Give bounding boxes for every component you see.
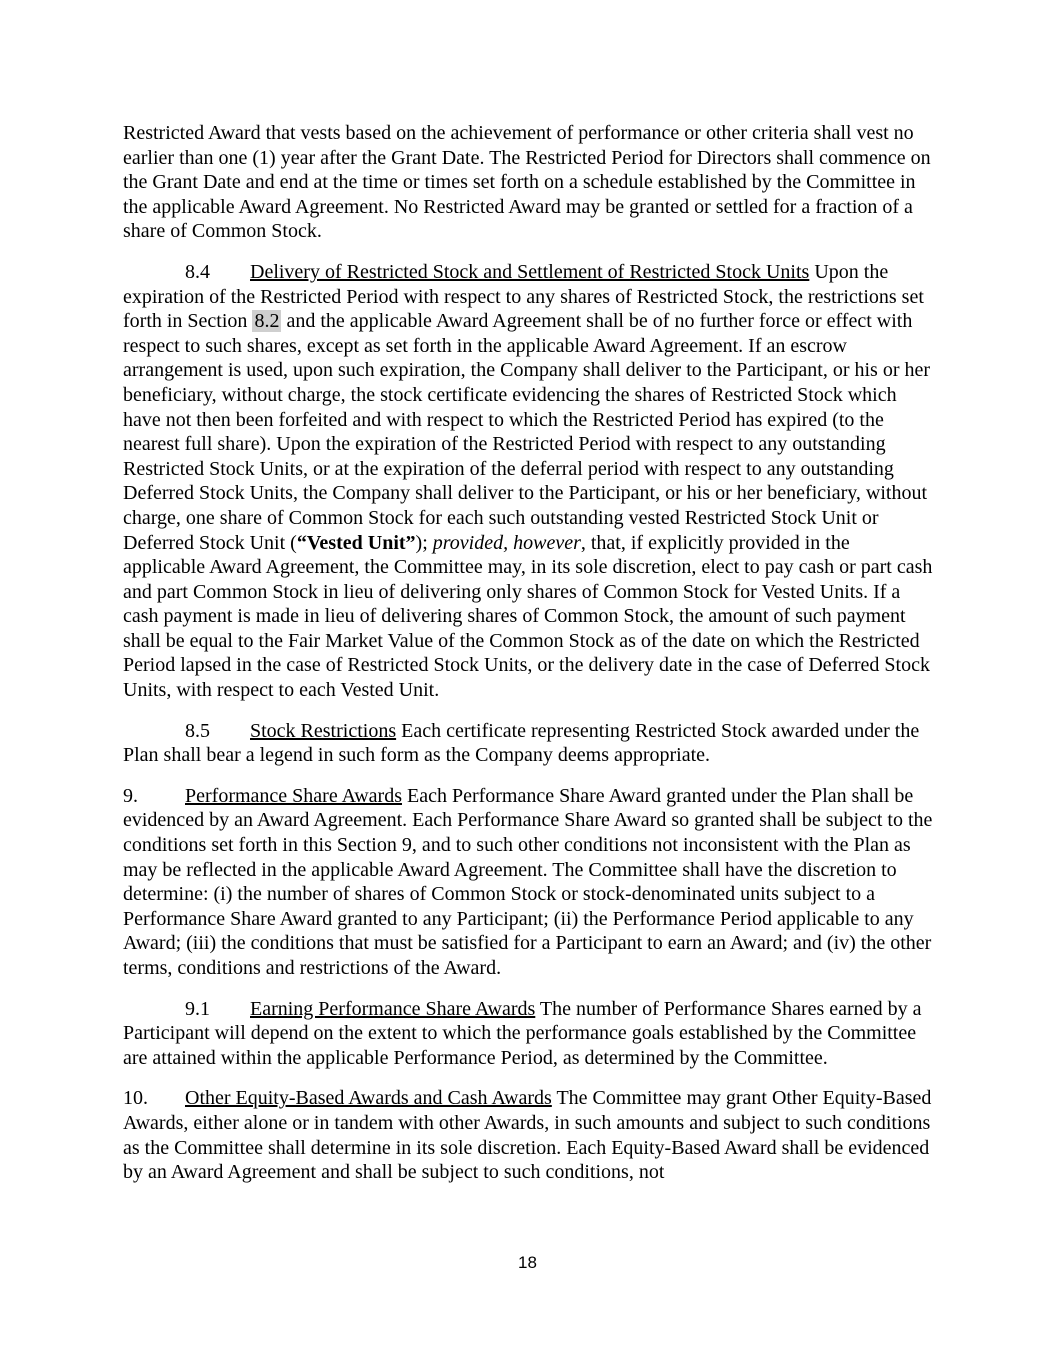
section-text: The number of Performance Shares earned by a Participant will depend on the extent to which the performance goals established by the Committee are attained within the applicable Performance Period, as determined by the Committee. — [123, 997, 922, 1069]
section-text: ); — [415, 531, 433, 554]
section-text: The Committee may grant Other Equity-Based Awards, either alone or in tandem with other Awards, in such amounts and subject to such conditions as the Committee shall determine in its sole discretion. Each Equity-Based Award shall be evidenced by an Award Agreement and shall be subject to such conditions, not — [123, 1087, 932, 1184]
section-heading-delivery-of-restricted-stock: Delivery of Restricted Stock and Settlement of Restricted Stock Units — [250, 260, 810, 283]
section-text: Upon the expiration of the Restricted Period with respect to any shares of Restricted Stock, the restrictions set forth in Section — [123, 260, 924, 333]
page-footer — [0, 1253, 1055, 1273]
section-number-9: 9. — [123, 784, 138, 807]
section-heading-stock-restrictions: Stock Restrictions — [250, 719, 397, 742]
section-text: and the applicable Award Agreement shall be of no further force or effect with respect to such shares, except as set forth in the applicable Award Agreement. If an escrow arrangement is used, upon such expiration, the Company shall deliver to the Participant, or his or her beneficiary, without charge, the stock certificate evidencing the shares of Restricted Stock which have not then been forfeited and with respect to which the Restricted Period has expired (to the nearest full share). Upon the expiration of the Restricted Period with respect to any outstanding Restricted Stock Units, or at the expiration of the deferral period with respect to any outstanding Deferred Stock Units, the Company shall deliver to the Participant, or his or her beneficiary, without charge, one share of Common Stock for each such outstanding vested Restricted Stock Unit or Deferred Stock Unit ( — [123, 310, 931, 554]
vested-unit-defined-term: “Vested Unit” — [296, 531, 416, 554]
paragraph-restricted-award-continuation — [123, 121, 935, 244]
document-body — [123, 121, 935, 1185]
page-number: 18 — [518, 1253, 537, 1272]
section-8-5 — [123, 719, 935, 768]
section-9 — [123, 784, 935, 981]
section-heading-earning-performance-share-awards: Earning Performance Share Awards — [250, 997, 536, 1020]
section-heading-performance-share-awards: Performance Share Awards — [185, 784, 402, 807]
section-text: , that, if explicitly provided in the applicable Award Agreement, the Committee may, in its sole discretion, elect to pay cash or part cash and part Common Stock in lieu of delivering only shares of Common Stock for Vested Units. If a cash payment is made in lieu of delivering shares of Common Stock, the amount of such payment shall be equal to the Fair Market Value of the Common Stock as of the date on which the Restricted Period lapsed in the case of Restricted Stock Units, or the delivery date in the case of Deferred Stock Units, with respect to each Vested Unit. — [123, 531, 933, 702]
section-number-8-5: 8.5 — [185, 719, 210, 742]
provided-however-italic: provided, however — [432, 531, 581, 554]
section-10 — [123, 1086, 935, 1184]
section-8-4 — [123, 260, 935, 703]
paragraph-text: Restricted Award that vests based on the achievement of performance or other criteria shall vest no earlier than one (1) year after the Grant Date. The Restricted Period for Directors shall commence on the Grant Date and end at the time or times set forth on a schedule established by the Committee in the applicable Award Agreement. No Restricted Award may be granted or settled for a fraction of a share of Common Stock. — [123, 122, 931, 243]
section-number-9-1: 9.1 — [185, 997, 210, 1020]
section-heading-other-equity-based-awards: Other Equity-Based Awards and Cash Awards — [185, 1087, 552, 1110]
section-number-8-4: 8.4 — [185, 260, 210, 283]
section-9-1 — [123, 997, 935, 1071]
section-text: Each certificate representing Restricted Stock awarded under the Plan shall bear a legend in such form as the Company deems appropriate. — [123, 719, 920, 767]
section-number-10: 10. — [123, 1087, 148, 1110]
section-8-2-reference-highlight: 8.2 — [254, 310, 280, 333]
section-text: Each Performance Share Award granted under the Plan shall be evidenced by an Award Agreement. Each Performance Share Award so granted shall be subject to the conditions set forth in this Section 9, and to such other conditions not inconsistent with the Plan as may be reflected in the applicable Award Agreement. The Committee shall have the discretion to determine: (i) the number of shares of Common Stock or stock-denominated units subject to a Performance Share Award granted to any Participant; (ii) the Performance Period applicable to any Award; (iii) the conditions that must be satisfied for a Participant to earn an Award; and (iv) the other terms, conditions and restrictions of the Award. — [123, 784, 933, 979]
